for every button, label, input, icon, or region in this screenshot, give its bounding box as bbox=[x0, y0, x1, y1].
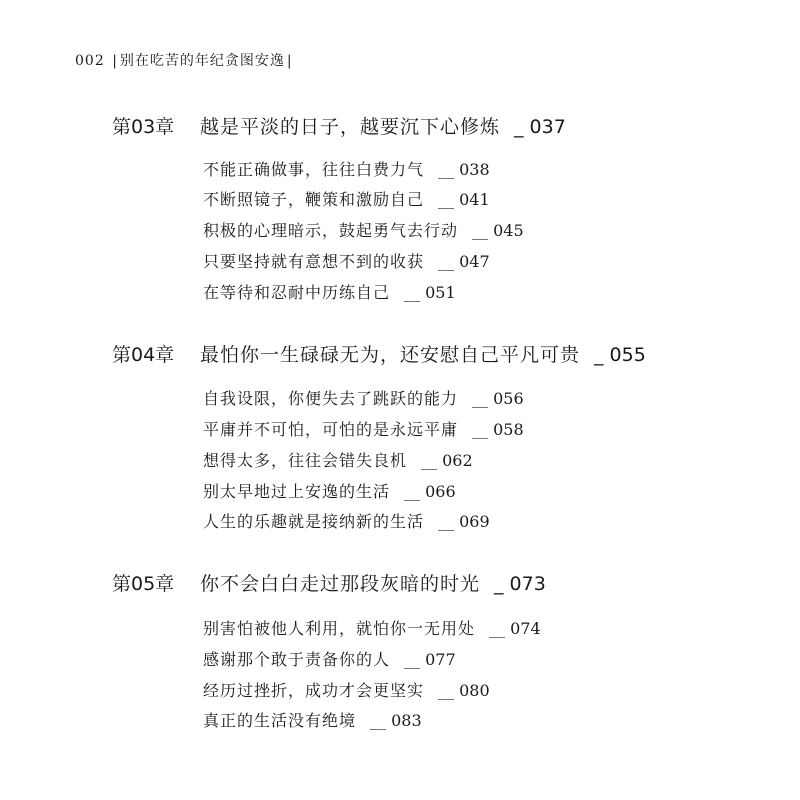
entry-title: 人生的乐趣就是接纳新的生活 bbox=[203, 512, 425, 531]
toc-entry[interactable] bbox=[203, 678, 490, 701]
entry-page: __ 056 bbox=[472, 389, 524, 408]
entry-title: 想得太多，往往会错失良机 bbox=[203, 451, 408, 470]
toc-entry[interactable] bbox=[203, 708, 422, 731]
entry-page: __ 077 bbox=[404, 650, 456, 669]
toc-entry[interactable] bbox=[203, 280, 456, 303]
header-separator: | bbox=[286, 53, 293, 69]
chapter-label: 第04章 bbox=[112, 344, 175, 366]
chapter-page: _ 055 bbox=[594, 344, 646, 366]
entry-title: 自我设限，你便失去了跳跃的能力 bbox=[203, 389, 459, 408]
entry-title: 别太早地过上安逸的生活 bbox=[203, 482, 391, 501]
entry-page: __ 045 bbox=[472, 221, 524, 240]
toc-entry[interactable] bbox=[203, 157, 490, 180]
entry-page: __ 041 bbox=[438, 190, 490, 209]
entry-title: 真正的生活没有绝境 bbox=[203, 711, 357, 730]
entry-page: __ 083 bbox=[370, 711, 422, 730]
running-header bbox=[75, 50, 295, 70]
toc-entry[interactable] bbox=[203, 509, 490, 532]
toc-entry[interactable] bbox=[203, 479, 456, 502]
entry-page: __ 080 bbox=[438, 681, 490, 700]
chapter-title: 越是平淡的日子，越要沉下心修炼 bbox=[200, 116, 501, 138]
toc-entry[interactable] bbox=[203, 386, 524, 409]
chapter-title: 你不会白白走过那段灰暗的时光 bbox=[200, 573, 481, 595]
header-page-number: 002 bbox=[75, 53, 105, 69]
chapter-page: _ 073 bbox=[494, 573, 546, 595]
entry-page: __ 069 bbox=[438, 512, 490, 531]
entry-title: 别害怕被他人利用，就怕你一无用处 bbox=[203, 619, 476, 638]
chapter-heading[interactable] bbox=[112, 569, 546, 596]
entry-page: __ 062 bbox=[421, 451, 473, 470]
entry-page: __ 058 bbox=[472, 420, 524, 439]
toc-entry[interactable] bbox=[203, 187, 490, 210]
entry-title: 感谢那个敢于责备你的人 bbox=[203, 650, 391, 669]
chapter-heading[interactable] bbox=[112, 112, 566, 139]
toc-entry[interactable] bbox=[203, 249, 490, 272]
entry-title: 经历过挫折，成功才会更坚实 bbox=[203, 681, 425, 700]
entry-page: __ 066 bbox=[404, 482, 456, 501]
entry-title: 在等待和忍耐中历练自己 bbox=[203, 283, 391, 302]
chapter-label: 第03章 bbox=[112, 116, 175, 138]
toc-entry[interactable] bbox=[203, 417, 524, 440]
entry-page: __ 074 bbox=[489, 619, 541, 638]
toc-entry[interactable] bbox=[203, 616, 541, 639]
toc-entry[interactable] bbox=[203, 647, 456, 670]
chapter-heading[interactable] bbox=[112, 340, 646, 367]
entry-page: __ 038 bbox=[438, 160, 490, 179]
chapter-page: _ 037 bbox=[514, 116, 566, 138]
header-separator: | bbox=[112, 53, 118, 69]
entry-title: 不断照镜子，鞭策和激励自己 bbox=[203, 190, 425, 209]
header-book-title: 别在吃苦的年纪贪图安逸 bbox=[119, 53, 285, 69]
entry-title: 不能正确做事，往往白费力气 bbox=[203, 160, 425, 179]
entry-title: 平庸并不可怕，可怕的是永远平庸 bbox=[203, 420, 459, 439]
toc-entry[interactable] bbox=[203, 448, 473, 471]
entry-title: 只要坚持就有意想不到的收获 bbox=[203, 252, 425, 271]
chapter-title: 最怕你一生碌碌无为，还安慰自己平凡可贵 bbox=[200, 344, 581, 366]
entry-page: __ 047 bbox=[438, 252, 490, 271]
toc-entry[interactable] bbox=[203, 218, 524, 241]
chapter-label: 第05章 bbox=[112, 573, 175, 595]
entry-page: __ 051 bbox=[404, 283, 456, 302]
entry-title: 积极的心理暗示，鼓起勇气去行动 bbox=[203, 221, 459, 240]
